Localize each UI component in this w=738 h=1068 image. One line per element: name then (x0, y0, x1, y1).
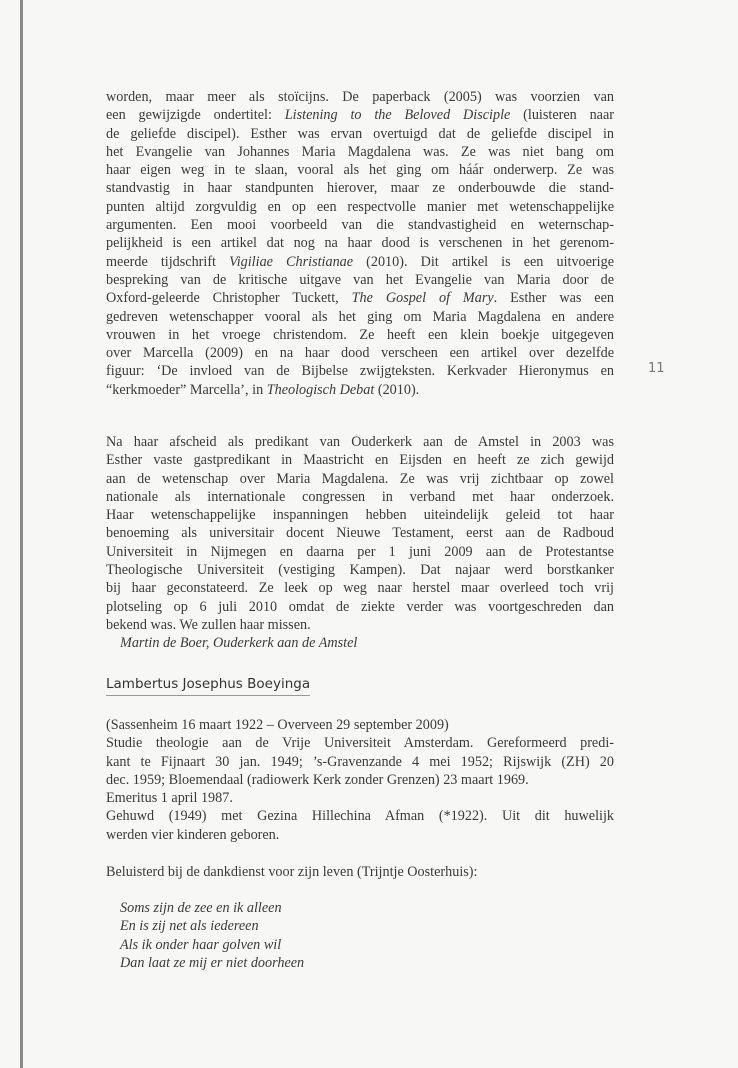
italic-title: Theologisch Debat (266, 381, 375, 398)
text-line (106, 826, 614, 844)
text-segment: bij haar geconstateerd. Ze leek op weg naar herstel maar overleed toch vrij (106, 580, 614, 597)
text-segment: Studie theologie aan de Vrije Universiteit Amsterdam. Gereformeerd predi- (106, 735, 614, 752)
text-line (106, 598, 614, 616)
text-segment: het Evangelie van Johannes Maria Magdalena was. Ze was niet bang om (106, 143, 614, 160)
text-line (106, 451, 614, 469)
text-segment: dec. 1959; Bloemendaal (radiowerk Kerk zonder Grenzen) 23 maart 1969. (106, 771, 529, 788)
text-segment: Universiteit in Nijmegen en daarna per 1 juni 2009 aan de Protestantse (106, 543, 614, 560)
text-segment: figuur: ‘De invloed van de Bijbelse zwijgteksten. Kerkvader Hieronymus en (106, 363, 614, 380)
obituary-paragraph-1 (106, 88, 614, 399)
text-segment: . Esther was een (493, 290, 614, 307)
text-segment: Oxford-geleerde Christopher Tuckett, (106, 290, 352, 307)
text-segment: Na haar afscheid als predikant van Ouderkerk aan de Amstel in 2003 was (106, 434, 614, 450)
italic-title: Vigiliae Christianae (229, 253, 354, 270)
text-segment: vrouwen in het vroege christendom. Ze heeft een klein boekje uitgegeven (106, 326, 614, 343)
text-line (106, 524, 614, 542)
text-line (106, 106, 614, 124)
text-line (106, 616, 614, 634)
italic-title: Listening to the Beloved Disciple (284, 107, 511, 124)
text-segment: (2010). (374, 381, 420, 398)
text-line (106, 216, 614, 234)
text-line (106, 234, 614, 252)
text-segment: Haar wetenschappelijke inspanningen hebben uiteindelijk geleid tot haar (106, 507, 614, 524)
signature-block (106, 634, 614, 652)
text-line (106, 326, 614, 344)
text-line (106, 543, 614, 561)
text-segment: Theologische Universiteit (vestiging Kampen). Dat najaar werd borstkanker (106, 562, 614, 579)
text-segment: (2010). Dit artikel is een uitvoerige (353, 253, 614, 270)
italic-title: The Gospel of Mary (351, 290, 494, 307)
text-line (106, 506, 614, 524)
text-line (106, 344, 614, 362)
text-segment: Gehuwd (1949) met Gezina Hillechina Afman (*1922). Uit dit huwelijk (106, 808, 614, 825)
text-segment: pelijkheid is een artikel dat nog na haar dood is verschenen in het gerenom- (106, 235, 614, 252)
text-line (106, 271, 614, 289)
text-line (106, 125, 614, 143)
listened-intro (106, 863, 614, 881)
text-line (106, 561, 614, 579)
signature: Martin de Boer, Ouderkerk aan de Amstel (120, 635, 358, 651)
text-line (106, 143, 614, 161)
text-segment: nationale als internationale congressen in verband met haar onderzoek. (106, 488, 614, 505)
text-segment: een gewijzigde ondertitel: (106, 107, 285, 124)
poem-line: Soms zijn de zee en ik alleen (120, 900, 282, 916)
text-line (106, 308, 614, 326)
text-segment: standvastig in haar standpunten hierover, maar ze onderbouwde die stand- (106, 180, 614, 197)
text-segment: punten altijd zorgvuldig en op een respectvolle manier met wetenschappelijke (106, 198, 614, 215)
text-line (106, 179, 614, 197)
text-line (106, 362, 614, 380)
text-segment: werden vier kinderen geboren. (106, 826, 280, 843)
text-segment: bekend was. We zullen haar missen. (106, 616, 311, 633)
text-segment: argumenten. Een mooi voorbeeld van die standvastigheid en weternschap- (106, 217, 614, 234)
text-segment: worden, maar meer als stoïcijns. De paperback (2005) was voorzien van (106, 89, 614, 105)
text-segment: aan de wetenschap over Maria Magdalena. Ze was vrij zichtbaar op zowel (106, 470, 614, 487)
text-line (106, 253, 614, 271)
text-segment: bespreking van de kritische uitgave van het Evangelie van Maria door de (106, 271, 614, 288)
poem-line: Als ik onder haar golven wil (120, 936, 282, 953)
text-segment: (luisteren naar (510, 107, 614, 124)
text-line (106, 579, 614, 597)
text-segment: haar eigen weg in te slaan, vooral als het ging om háár onderwerp. Ze was (106, 162, 614, 179)
text-line (106, 470, 614, 488)
text-segment: plotseling op 6 juli 2010 omdat de ziekte verder was voortgeschreden dan (106, 598, 614, 615)
page-edge-shadow (20, 0, 23, 1068)
text-line (106, 161, 614, 179)
text-segment: meerde tijdschrift (106, 253, 230, 270)
text-line (106, 289, 614, 307)
text-line (106, 753, 614, 771)
text-segment: gedreven wetenschapper vooral als het ging om Maria Magdalena en andere (106, 308, 614, 325)
text-line (106, 789, 614, 807)
text-line (106, 433, 614, 451)
text-segment: “kerkmoeder” Marcella’, in (106, 381, 267, 398)
text-segment: de geliefde discipel). Esther was ervan overtuigd dat de geliefde discipel in (106, 125, 614, 142)
obituary-paragraph-2 (106, 433, 614, 634)
poem-line: En is zij net als iedereen (120, 918, 259, 935)
text-segment: Esther vaste gastpredikant in Maastricht en Eijsden en heeft ze zich gewijd (106, 452, 614, 469)
text-line (106, 716, 614, 734)
biography (106, 716, 614, 844)
text-line (106, 88, 614, 106)
text-segment: over Marcella (2009) en na haar dood verscheen een artikel over dezelfde (106, 345, 614, 362)
text-segment: Emeritus 1 april 1987. (106, 790, 233, 807)
section-heading: Lambertus Josephus Boeyinga (106, 676, 310, 696)
poem-line: Dan laat ze mij er niet doorheen (120, 954, 305, 971)
text-line (106, 734, 614, 752)
text-line (106, 381, 614, 399)
text-line (106, 488, 614, 506)
text-segment: kant te Fijnaart 30 jan. 1949; ’s-Gravenzande 4 mei 1952; Rijswijk (ZH) 20 (106, 753, 614, 770)
poem (106, 899, 614, 972)
text-line (106, 198, 614, 216)
text-segment: (Sassenheim 16 maart 1922 – Overveen 29 september 2009) (106, 717, 449, 733)
page-number: 11 (648, 361, 665, 376)
text-line (106, 807, 614, 825)
text-segment: benoeming als universitair docent Nieuwe Testament, eerst aan de Radboud (106, 525, 614, 542)
text-line (106, 771, 614, 789)
listened-text: Beluisterd bij de dankdienst voor zijn leven (Trijntje Oosterhuis): (106, 864, 478, 880)
